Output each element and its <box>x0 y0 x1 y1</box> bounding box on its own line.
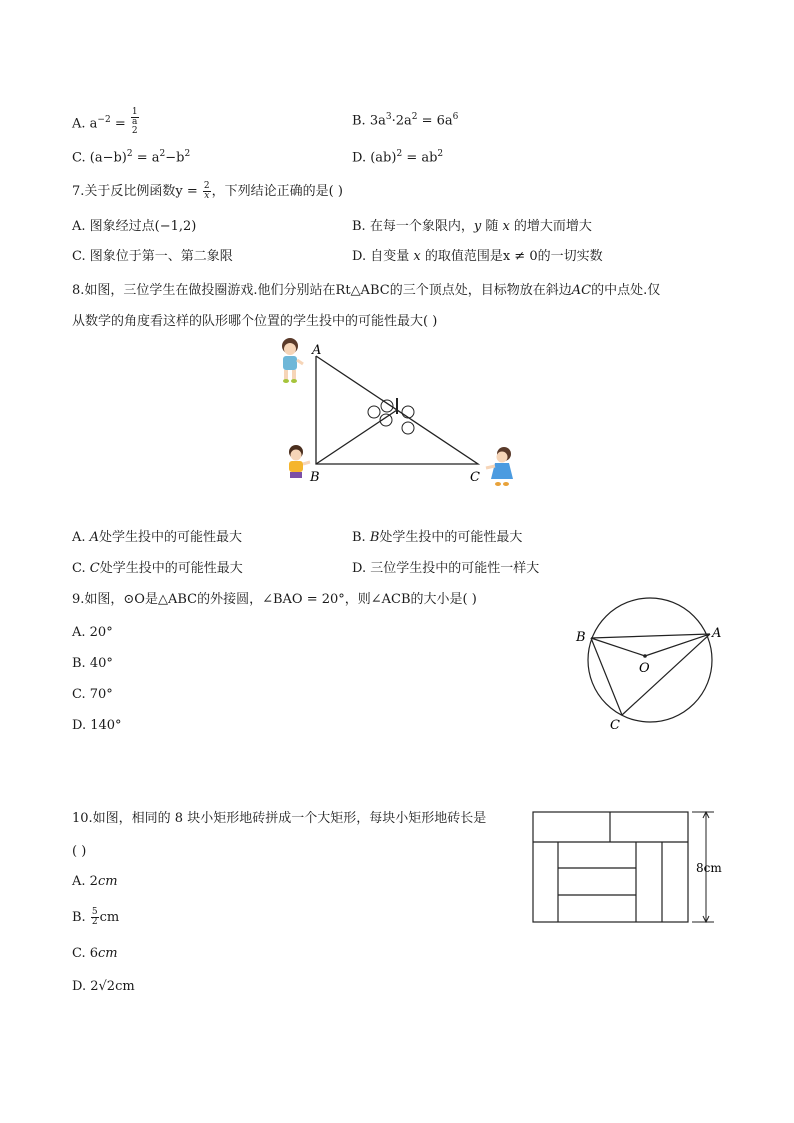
q8-stem-line2: 从数学的角度看这样的队形哪个位置的学生投中的可能性最大( ) <box>72 314 438 329</box>
q7-stem: 7.关于反比例函数y = $\frac{2}{x}$ ，下列结论正确的是( ) <box>72 181 343 201</box>
girl-at-a-icon <box>282 338 303 383</box>
boy-at-b-icon <box>289 445 310 478</box>
q9-center-dot <box>643 654 647 658</box>
q8-option-c: C. C处学生投中的可能性最大 <box>72 561 243 576</box>
q8-triangle-figure <box>270 336 530 496</box>
girl-at-c-icon <box>486 447 513 486</box>
q9-option-d: D. 140° <box>72 718 122 733</box>
q9-option-c: C. 70° <box>72 687 113 702</box>
q9-option-b: B. 40° <box>72 656 113 671</box>
q8-option-a: A. A处学生投中的可能性最大 <box>72 530 243 545</box>
q10-option-a: A. 2cm <box>72 874 118 889</box>
q7-option-c: C. 图象位于第一、第二象限 <box>72 249 233 264</box>
q7-option-d: D. 自变量 x 的取值范围是x ≠ 0的一切实数 <box>352 249 603 264</box>
q10-dimension-label: 8cm <box>696 861 722 875</box>
q7-option-b: B. 在每一个象限内，y 随 x 的增大而增大 <box>352 219 592 234</box>
q9-label-a: A <box>712 626 722 641</box>
q8-label-b: B <box>310 470 320 485</box>
q9-label-c: C <box>610 718 620 733</box>
q6-option-c: C. $(a-b)^2 = a^2-b^2$ <box>72 149 191 166</box>
q8-label-c: C <box>470 470 480 485</box>
q8-option-b: B. B处学生投中的可能性最大 <box>352 530 523 545</box>
q6-option-b: B. $3a^3\cdot 2a^2 = 6a^6$ <box>352 112 459 129</box>
q9-circle-figure <box>570 588 730 738</box>
q10-tiles <box>533 812 688 922</box>
q10-option-b: B. $\frac{5}{2}$ cm <box>72 907 120 927</box>
q7-option-a: A. 图象经过点(−1,2) <box>72 219 197 234</box>
q9-stem: 9.如图，⊙O是△ABC的外接圆，∠BAO = 20°，则∠ACB的大小是( ) <box>72 592 477 607</box>
q8-label-a: A <box>312 343 322 358</box>
q6-option-d: D. $(ab)^2 = ab^2$ <box>352 149 444 166</box>
q9-label-b: B <box>576 630 586 645</box>
q9-triangle-lines <box>591 634 710 715</box>
q6-option-a: A. $a^{-2}$ = 1 a $^2$ <box>72 107 138 136</box>
q10-option-d: D. 2√2cm <box>72 979 135 994</box>
q10-tile-figure <box>530 808 730 928</box>
q8-median-bm <box>316 410 397 464</box>
q9-label-o: O <box>639 661 650 676</box>
q8-stem-line1: 8.如图，三位学生在做投圈游戏.他们分别站在Rt△ABC的三个顶点处，目标物放在斜边AC的中点处.仅 <box>72 283 661 298</box>
q10-option-c: C. 6cm <box>72 946 118 961</box>
q10-stem-line1: 10.如图，相同的 8 块小矩形地砖拼成一个大矩形，每块小矩形地砖长是 <box>72 811 487 826</box>
q8-option-d: D. 三位学生投中的可能性一样大 <box>352 561 540 576</box>
q10-stem-line2: ( ) <box>72 844 87 859</box>
q9-circumcircle <box>588 598 712 722</box>
q9-option-a: A. 20° <box>72 625 113 640</box>
